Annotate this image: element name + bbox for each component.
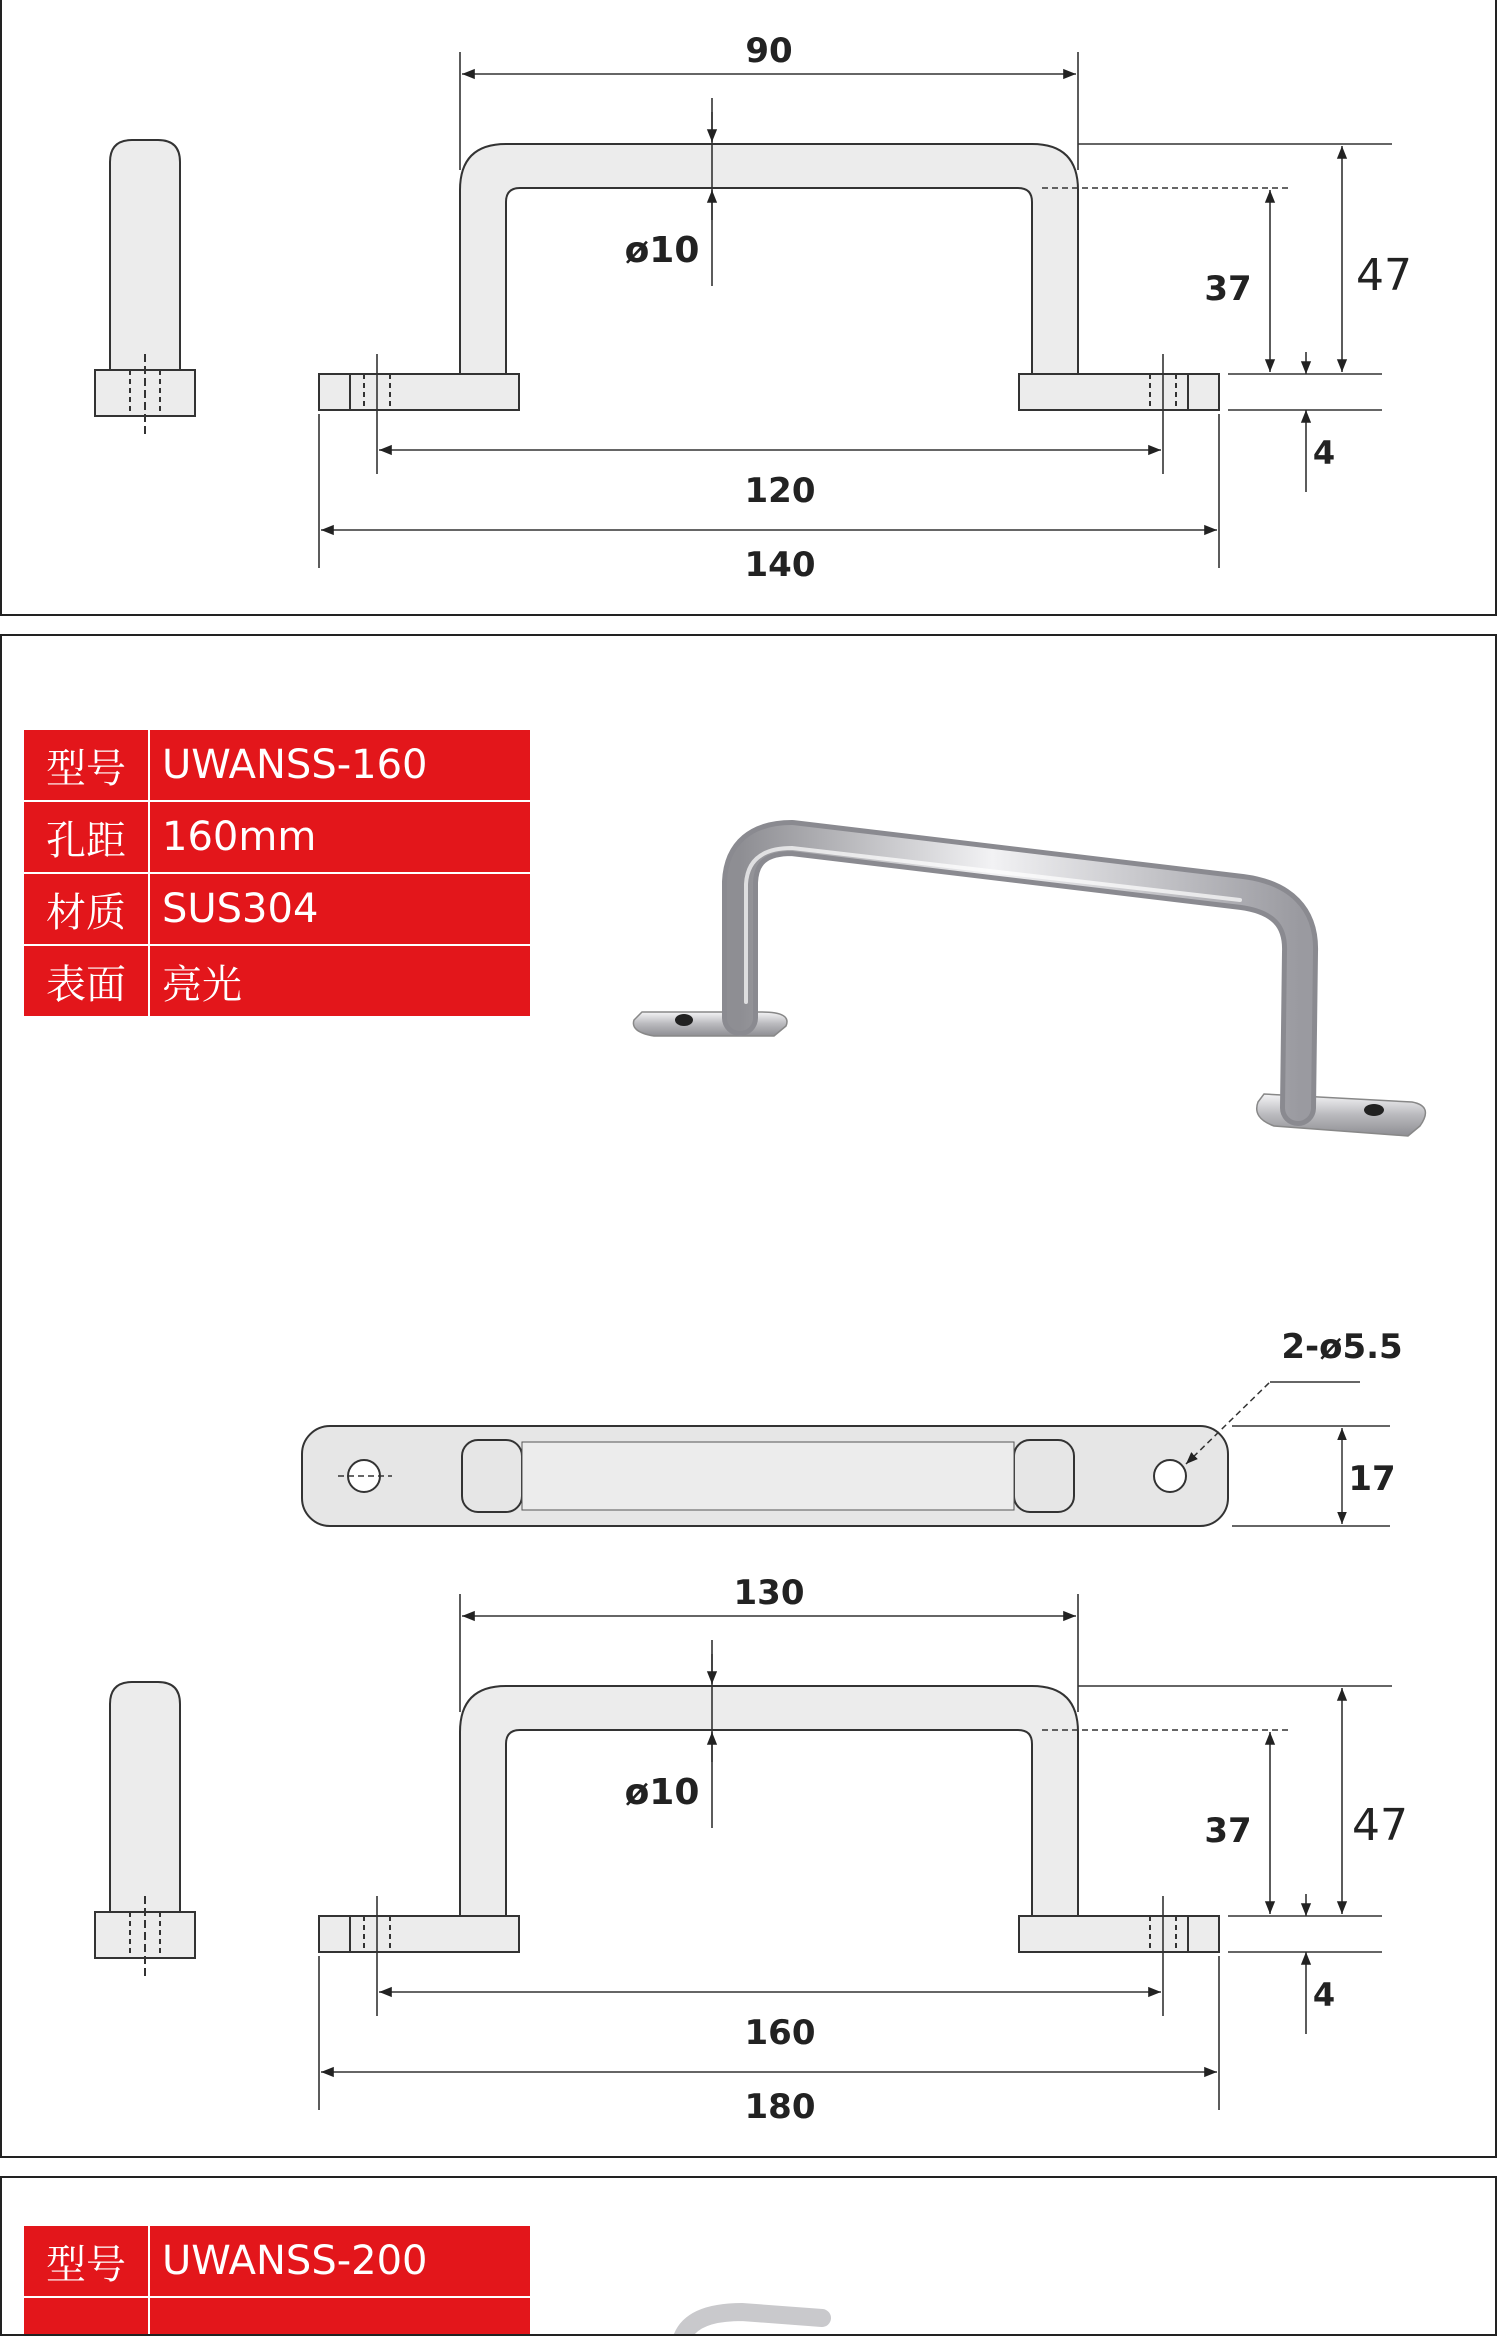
technical-drawing-1 <box>2 0 1497 616</box>
spec-key: 孔距 <box>23 801 149 873</box>
spec-value: 亮光 <box>149 945 531 1017</box>
dim-diameter: ø10 <box>624 230 700 271</box>
dim-hole-spacing: 160 <box>744 2013 816 2053</box>
dim-outer-height: 47 <box>1356 250 1412 301</box>
product-photo-handle <box>633 838 1425 1136</box>
dim-inner-height: 37 <box>1204 1811 1252 1851</box>
dim-outer-height: 47 <box>1352 1800 1408 1851</box>
dim-base-thickness: 4 <box>1312 1976 1336 2014</box>
side-view <box>95 140 195 434</box>
dim-diameter: ø10 <box>624 1772 700 1813</box>
dim-overall-length: 180 <box>744 2087 816 2127</box>
dim-top-width: 90 <box>745 31 793 71</box>
spec-key: 表面 <box>23 945 149 1017</box>
product-panel-uwanss-160 <box>0 634 1497 2158</box>
spec-key: 材质 <box>23 873 149 945</box>
dim-width: 17 <box>1348 1459 1396 1499</box>
product-photo-partial <box>2 2178 1497 2336</box>
spec-value: SUS304 <box>149 873 531 945</box>
front-view <box>319 1686 1219 1952</box>
side-view <box>95 1682 195 1976</box>
product-panel-uwanss-200 <box>0 2176 1497 2336</box>
spec-value: UWANSS-160 <box>149 729 531 801</box>
spec-value: UWANSS-200 <box>149 2225 531 2297</box>
drawing-panel-uwanss-120 <box>0 0 1497 616</box>
dim-inner-height: 37 <box>1204 269 1252 309</box>
dim-hole-callout: 2-ø5.5 <box>1281 1327 1403 1367</box>
spec-key: 型号 <box>23 729 149 801</box>
front-view <box>319 144 1219 410</box>
dim-top-width: 130 <box>733 1573 805 1613</box>
dim-base-thickness: 4 <box>1312 434 1336 472</box>
spec-value: 160mm <box>149 801 531 873</box>
top-view <box>302 1327 1403 1526</box>
technical-drawing-2 <box>2 636 1497 2158</box>
spec-key: 型号 <box>23 2225 149 2297</box>
dim-hole-spacing: 120 <box>744 471 816 511</box>
dim-overall-length: 140 <box>744 545 816 585</box>
